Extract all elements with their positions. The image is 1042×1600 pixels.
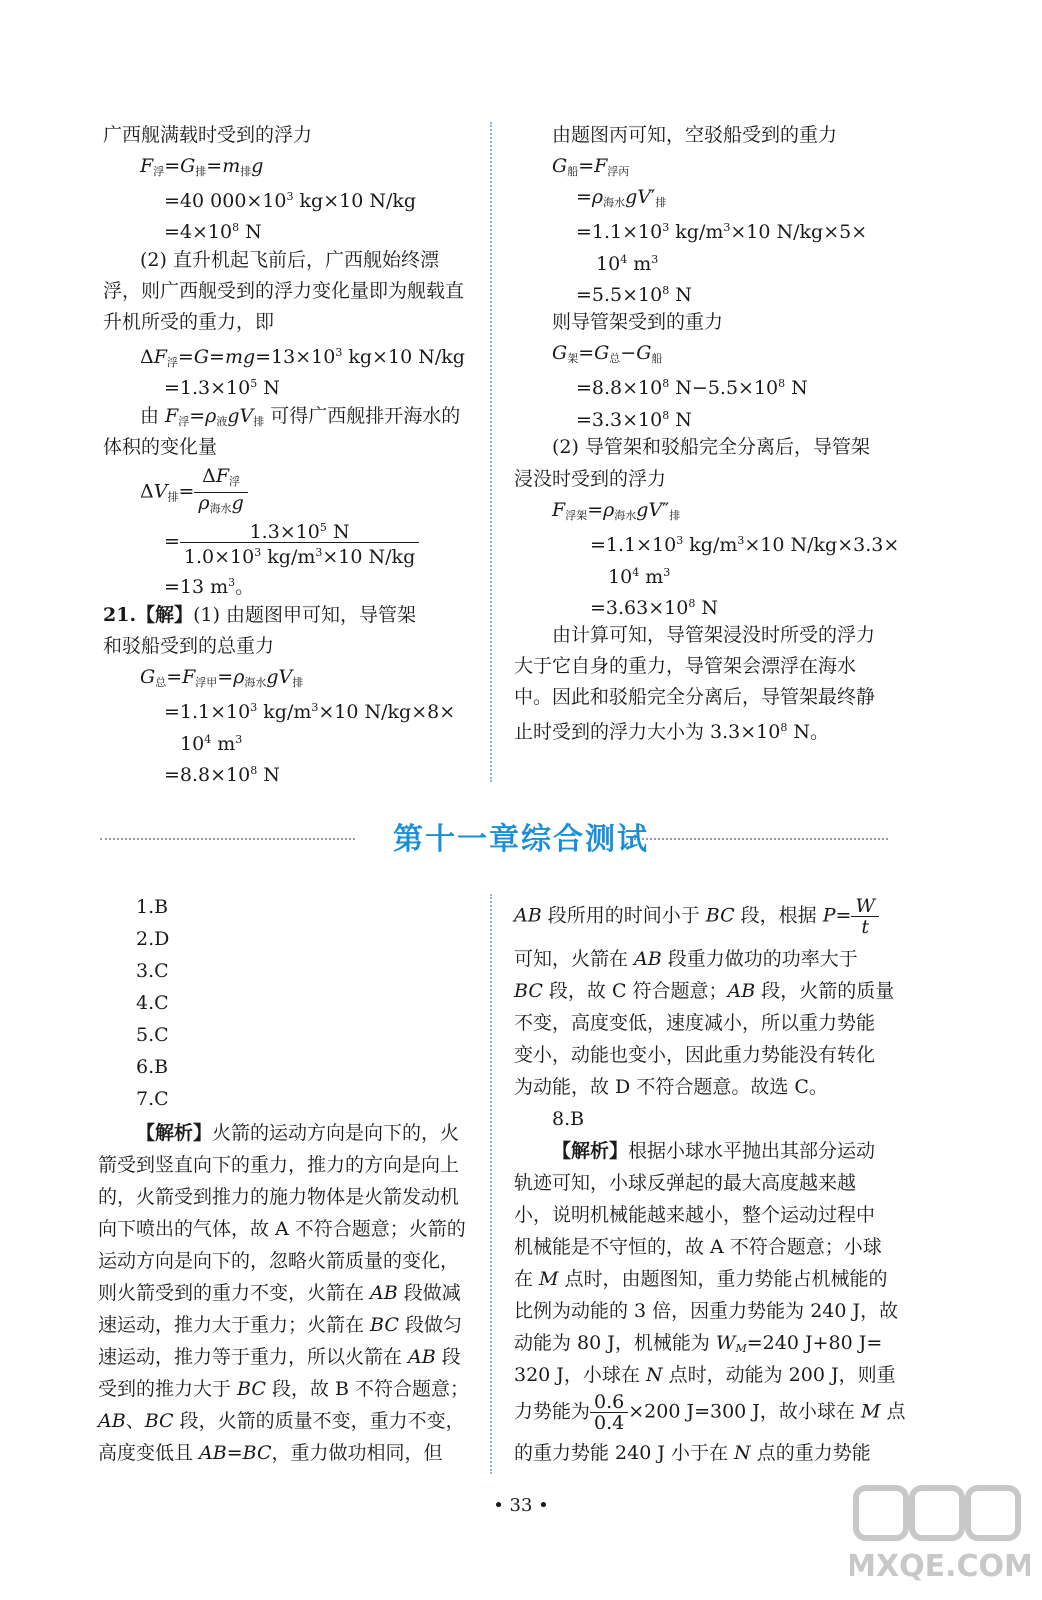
text-line: 由计算可知，导管架浸没时所受的浮力 (552, 624, 876, 646)
page-number: • 33 • (493, 1495, 549, 1516)
formula-line: $F_浮=G_排=m_排g$ (140, 155, 264, 178)
formula-line: $\Delta V_排=$ $\frac{\Delta F_浮}{\rho_{海水}g}$ (140, 466, 248, 519)
text-line: 浮，则广西舰受到的浮力变化量即为舰载直 (103, 280, 465, 302)
formula-line: $\Delta F_浮=G=mg=13\times 10^3$ kg×10 N/kg (140, 346, 465, 369)
text-line: 动能为 80 J，机械能为 $W_M=240$ J+80 J= (514, 1332, 883, 1355)
text-line: 箭受到竖直向下的重力，推力的方向是向上 (98, 1154, 460, 1176)
text-line: 不变，高度变低，速度减小，所以重力势能 (514, 1012, 876, 1034)
text-line: 广西舰满载时受到的浮力 (103, 124, 313, 146)
text-line: 速运动，推力大于重力；火箭在 BC 段做匀 (98, 1314, 462, 1336)
formula-line: $=1.3\times 10^5$ N (164, 377, 280, 399)
text-line: 则导管架受到的重力 (552, 311, 724, 333)
formula-line: $=\rho_{海水}gV'_排$ (576, 186, 667, 209)
text-line: AB、BC 段，火箭的质量不变，重力不变， (98, 1410, 465, 1432)
formula-line: $G_总=F_{浮甲}=\rho_{海水}gV_排$ (140, 666, 304, 689)
section-heading: 第十一章综合测试 (393, 822, 649, 857)
text-line: 为动能，故 D 不符合题意。故选 C。 (514, 1076, 828, 1098)
text-line: AB 段所用的时间小于 BC 段，根据 P= $\frac{W}{t}$ (514, 896, 879, 937)
text-line: 高度变低且 AB=BC，重力做功相同，但 (98, 1442, 443, 1464)
formula-line: =40 $000\times 10^3$ kg×10 N/kg (164, 190, 417, 212)
text-line: (2) 导管架和驳船完全分离后，导管架 (552, 436, 870, 458)
text-line: 中。因此和驳船完全分离后，导管架最终静 (514, 686, 876, 708)
text-line: 机械能是不守恒的，故 A 不符合题意；小球 (514, 1236, 882, 1258)
column-divider (490, 894, 492, 1474)
text-line: 【解析】火箭的运动方向是向下的，火 (136, 1122, 460, 1144)
text-line: 止时受到的浮力大小为 $3.3\times 10^8$ N。 (514, 721, 830, 743)
watermark-text: MXQE.COM (850, 1549, 1030, 1584)
formula-line: $=8.8\times 10^8$ $N-5.5\times 10^8$ N (576, 377, 808, 399)
formula-line: $F_{浮架}=\rho_{海水}gV''_排$ (552, 499, 681, 522)
formula-line: $10^4$ $m^3$ (596, 253, 659, 275)
text-line: 变小，动能也变小，因此重力势能没有转化 (514, 1044, 876, 1066)
text-line: 【解析】根据小球水平抛出其部分运动 (552, 1140, 876, 1162)
text-line: 320 J，小球在 N 点时，动能为 200 J，则重 (514, 1364, 896, 1386)
formula-line: $=3.3\times 10^8$ N (576, 409, 692, 431)
text-line: 和驳船受到的总重力 (103, 635, 275, 657)
text-line: (2) 直升机起飞前后，广西舰始终漂 (140, 249, 439, 271)
text-line: 21.【解】(1) 由题图甲可知，导管架 (103, 604, 417, 626)
formula-line: $10^4$ $m^3$ (180, 733, 243, 755)
text-line: 向下喷出的气体，故 A 不符合题意；火箭的 (98, 1218, 466, 1240)
answer-item: 4.C (136, 992, 169, 1014)
text-line: 在 M 点时，由题图知，重力势能占机械能的 (514, 1268, 888, 1290)
formula-line: $=1.1\times 10^3$ $kg/m^3\times 10$ N/kg×8× (164, 701, 456, 723)
text-line: 速运动，推力等于重力，所以火箭在 AB 段 (98, 1346, 461, 1368)
watermark-icon (850, 1480, 1030, 1590)
text-line: 的重力势能 240 J 小于在 N 点的重力势能 (514, 1442, 871, 1464)
text-line: 浸没时受到的浮力 (514, 468, 667, 490)
text-line: 升机所受的重力，即 (103, 311, 275, 333)
formula-line: $G_船=F_{浮丙}$ (552, 155, 630, 178)
text-line: 比例为动能的 3 倍，因重力势能为 240 J，故 (514, 1300, 899, 1322)
answer-item: 6.B (136, 1056, 169, 1078)
formula-line: $10^4$ $m^3$ (608, 566, 671, 588)
text-line: 轨迹可知，小球反弹起的最大高度越来越 (514, 1172, 857, 1194)
formula-line: $G_架=G_总-G_船$ (552, 342, 663, 365)
formula-line: $=8.8\times 10^8$ N (164, 764, 280, 786)
answer-item: 1.B (136, 896, 169, 918)
answer-item: 3.C (136, 960, 169, 982)
text-line: 可知，火箭在 AB 段重力做功的功率大于 (514, 948, 858, 970)
text-line: 的，火箭受到推力的施力物体是火箭发动机 (98, 1186, 460, 1208)
text-line: 由 $F_浮=\rho_液gV_排$ 可得广西舰排开海水的 (140, 405, 461, 428)
formula-line: $=5.5\times 10^8$ N (576, 284, 692, 306)
text-line: 体积的变化量 (103, 436, 218, 458)
formula-line: $=4\times 10^8$ N (164, 221, 262, 243)
answer-item: 7.C (136, 1088, 169, 1110)
text-line: 由题图丙可知，空驳船受到的重力 (552, 124, 838, 146)
formula-line: = $\frac{1.3\times 10^5 N}{1.0\times 10^3 kg/m^3\times 10 N/kg}$ (164, 518, 419, 567)
answer-item: 8.B (552, 1108, 585, 1130)
answer-item: 5.C (136, 1024, 169, 1046)
formula-line: $=1.1\times 10^3$ $kg/m^3\times 10$ N/kg×3.3× (590, 534, 900, 556)
text-line: BC 段，故 C 符合题意；AB 段，火箭的质量 (514, 980, 895, 1002)
text-line: 小，说明机械能越来越小，整个运动过程中 (514, 1204, 876, 1226)
text-line: 大于它自身的重力，导管架会漂浮在海水 (514, 655, 857, 677)
formula-line: $=3.63\times 10^8$ N (590, 597, 718, 619)
text-line: 力势能为 $\frac{0.6}{0.4}$ ×200 J=300 J，故小球在 M 点 (514, 1391, 906, 1434)
text-line: 运动方向是向下的，忽略火箭质量的变化， (98, 1250, 460, 1272)
formula-line: $=1.1\times 10^3$ $kg/m^3\times 10$ N/kg×5× (576, 221, 868, 243)
column-divider (490, 122, 492, 782)
watermark-logo (850, 1480, 1030, 1590)
text-line: 受到的推力大于 BC 段，故 B 不符合题意； (98, 1378, 469, 1400)
text-line: 则火箭受到的重力不变，火箭在 AB 段做减 (98, 1282, 461, 1304)
answer-item: 2.D (136, 928, 170, 950)
formula-line: =13 $m^3$。 (164, 576, 255, 598)
